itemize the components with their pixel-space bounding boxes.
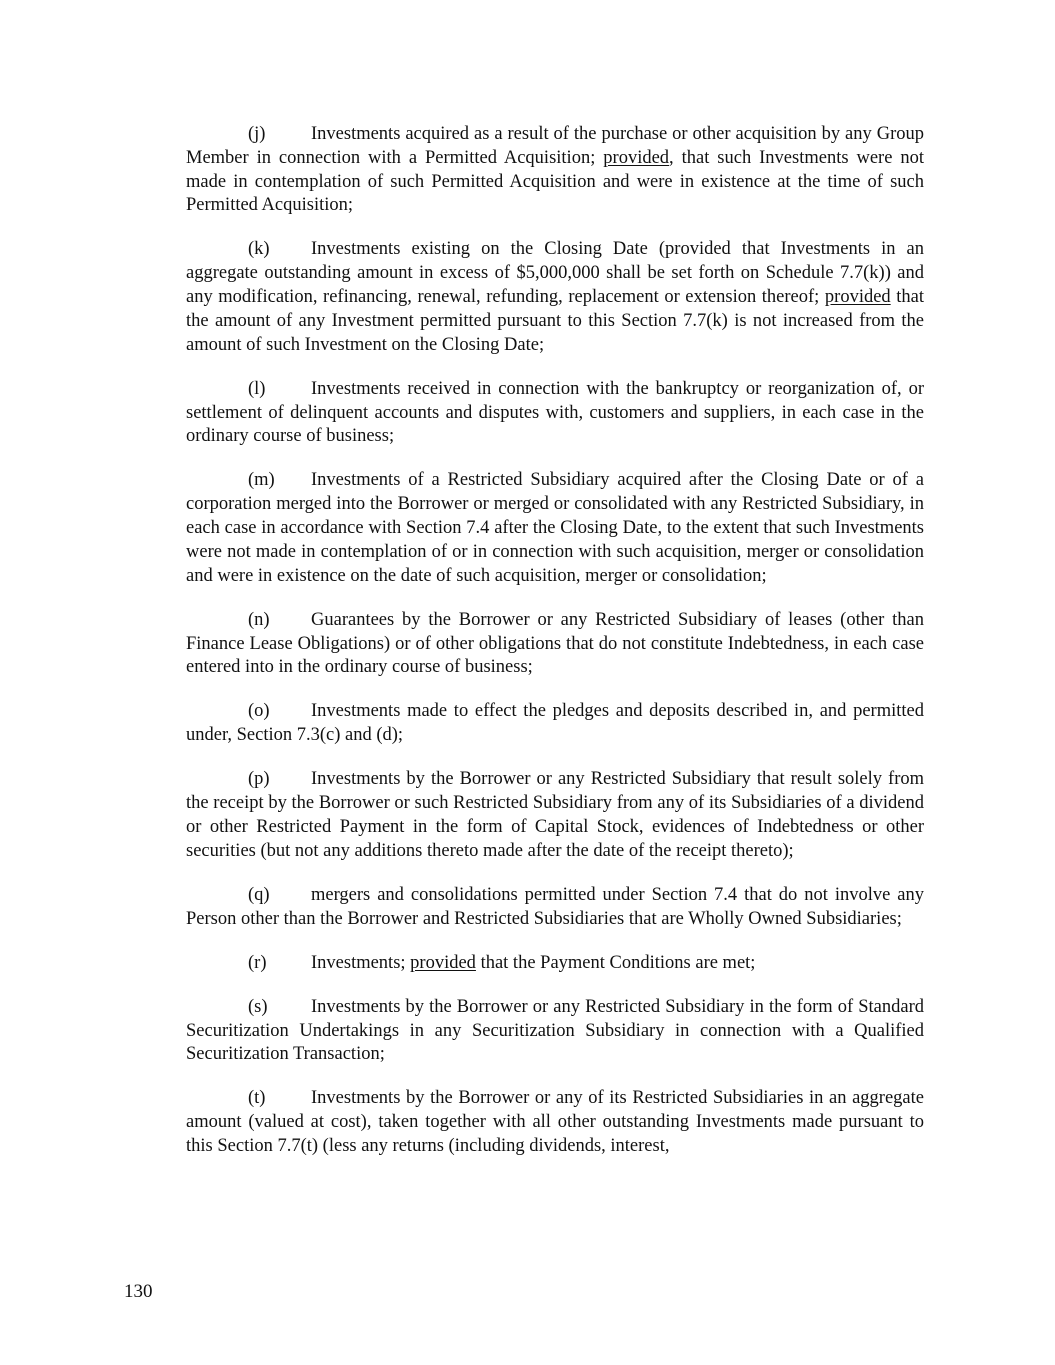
clause-j: [186, 123, 924, 218]
defined-term-provided: provided: [410, 952, 476, 973]
clause-s: [186, 996, 924, 1067]
clause-k: [186, 238, 924, 357]
clause-label: (j): [248, 124, 266, 144]
clause-n: [186, 609, 924, 680]
clause-label: (o): [248, 701, 270, 722]
clause-text: Investments made to effect the pledges and deposits described in, and permitted under, Section 7.3(c) and (d);: [186, 701, 924, 746]
clause-text: Investments;: [311, 952, 411, 973]
document-body: [186, 123, 924, 1179]
clause-label: (l): [248, 378, 266, 399]
clause-label: (s): [248, 996, 268, 1017]
clause-r: [186, 952, 924, 976]
clause-text: that the amount of any Investment permitted pursuant to this Section 7.7(k) is not increased from the amount of such Investment on the Closing Date;: [186, 287, 924, 355]
page-number: 130: [124, 1281, 153, 1302]
clause-label: (k): [248, 239, 270, 260]
clause-text: Investments by the Borrower or any Restricted Subsidiary that result solely from the receipt by the Borrower or such Restricted Subsidiary from any of its Subsidiaries of a dividend or other Restricted Payment in the form of Capital Stock, evidences of Indebtedness or other securities (but not any additions thereto made after the date of the receipt thereto);: [186, 769, 924, 861]
clause-label: (n): [248, 609, 270, 630]
clause-text: Investments existing on the Closing Date (provided that Investments in an aggregate outstanding amount in excess of $5,000,000 shall be set forth on Schedule 7.7(k)) and any modification, refinancing, renewal, refunding, replacement or extension thereof;: [186, 239, 924, 308]
clause-m: [186, 469, 924, 588]
clause-label: (t): [248, 1088, 266, 1109]
clause-p: [186, 768, 924, 863]
defined-term-provided: provided: [824, 287, 891, 308]
clause-o: [186, 700, 924, 748]
clause-t: [186, 1087, 924, 1158]
clause-text: Investments of a Restricted Subsidiary acquired after the Closing Date or of a corporation merged into the Borrower or merged or consolidated with any Restricted Subsidiary, in each case in accordance with Section 7.4 after the Closing Date, to the extent that such Investments were not made in contemplation of or in connection with such acquisition, merger or consolidation and were in existence on the date of such acquisition, merger or consolidation;: [186, 470, 924, 586]
clause-text: Investments acquired as a result of the purchase or other acquisition by any Group Member in connection with a Permitted Acquisition;: [186, 124, 924, 168]
clause-text: Investments by the Borrower or any Restricted Subsidiary in the form of Standard Securitization Undertakings in any Securitization Subsidiary in connection with a Qualified Securitization Transaction;: [186, 996, 924, 1065]
clause-l: [186, 378, 924, 449]
clause-text: Guarantees by the Borrower or any Restricted Subsidiary of leases (other than Finance Lease Obligations) or of other obligations that do not constitute Indebtedness, in each case entered into in the ordinary course of business;: [186, 609, 924, 678]
clause-label: (r): [248, 952, 267, 973]
clause-text: mergers and consolidations permitted under Section 7.4 that do not involve any Person other than the Borrower and Restricted Subsidiaries that are Wholly Owned Subsidiaries;: [186, 884, 924, 929]
clause-text: Investments received in connection with the bankruptcy or reorganization of, or settlement of delinquent accounts and disputes with, customers and suppliers, in each case in the ordinary course of business;: [186, 378, 924, 447]
clause-label: (p): [248, 769, 270, 790]
clause-text: Investments by the Borrower or any of its Restricted Subsidiaries in an aggregate amount (valued at cost), taken together with all other outstanding Investments made pursuant to this Section 7.7(t) (less any returns (including dividends, interest,: [186, 1088, 924, 1157]
clause-q: [186, 884, 924, 932]
clause-text: , that such Investments were not made in contemplation of such Permitted Acquisition and were in existence at the time of such Permitted Acquisition;: [186, 147, 924, 216]
clause-text: that the Payment Conditions are met;: [475, 952, 756, 973]
defined-term-provided: provided: [603, 147, 670, 168]
clause-label: (m): [248, 470, 275, 491]
clause-label: (q): [248, 884, 270, 905]
